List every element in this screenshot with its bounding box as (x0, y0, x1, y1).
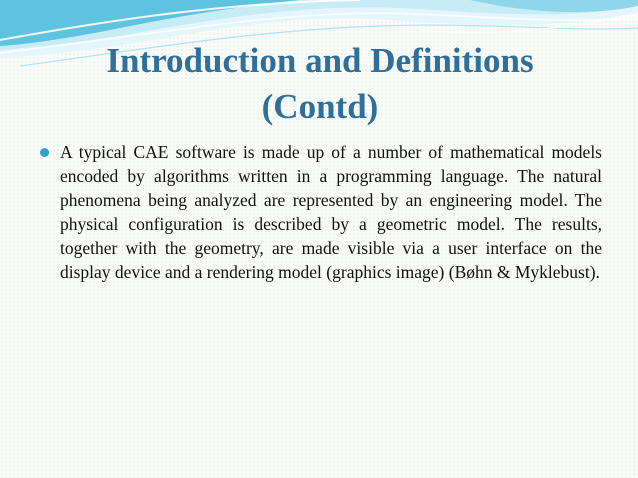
slide-title-line-1: Introduction and Definitions (106, 41, 534, 80)
bullet-item (40, 140, 602, 284)
bullet-text: A typical CAE software is made up of a number of mathematical models encoded by algorithms written in a programming language. The natural phenomena being analyzed are represented by an engineering model. The physical configuration is described by a geometric model. The results, together with the geometry, are made visible via a user interface on the display device and a rendering model (graphics image) (Bøhn & Myklebust). (60, 142, 602, 282)
slide-title-line-2: (Contd) (261, 87, 379, 126)
bullet-dot-icon (40, 148, 49, 157)
slide-title (40, 38, 600, 130)
bullet-list (40, 140, 602, 284)
